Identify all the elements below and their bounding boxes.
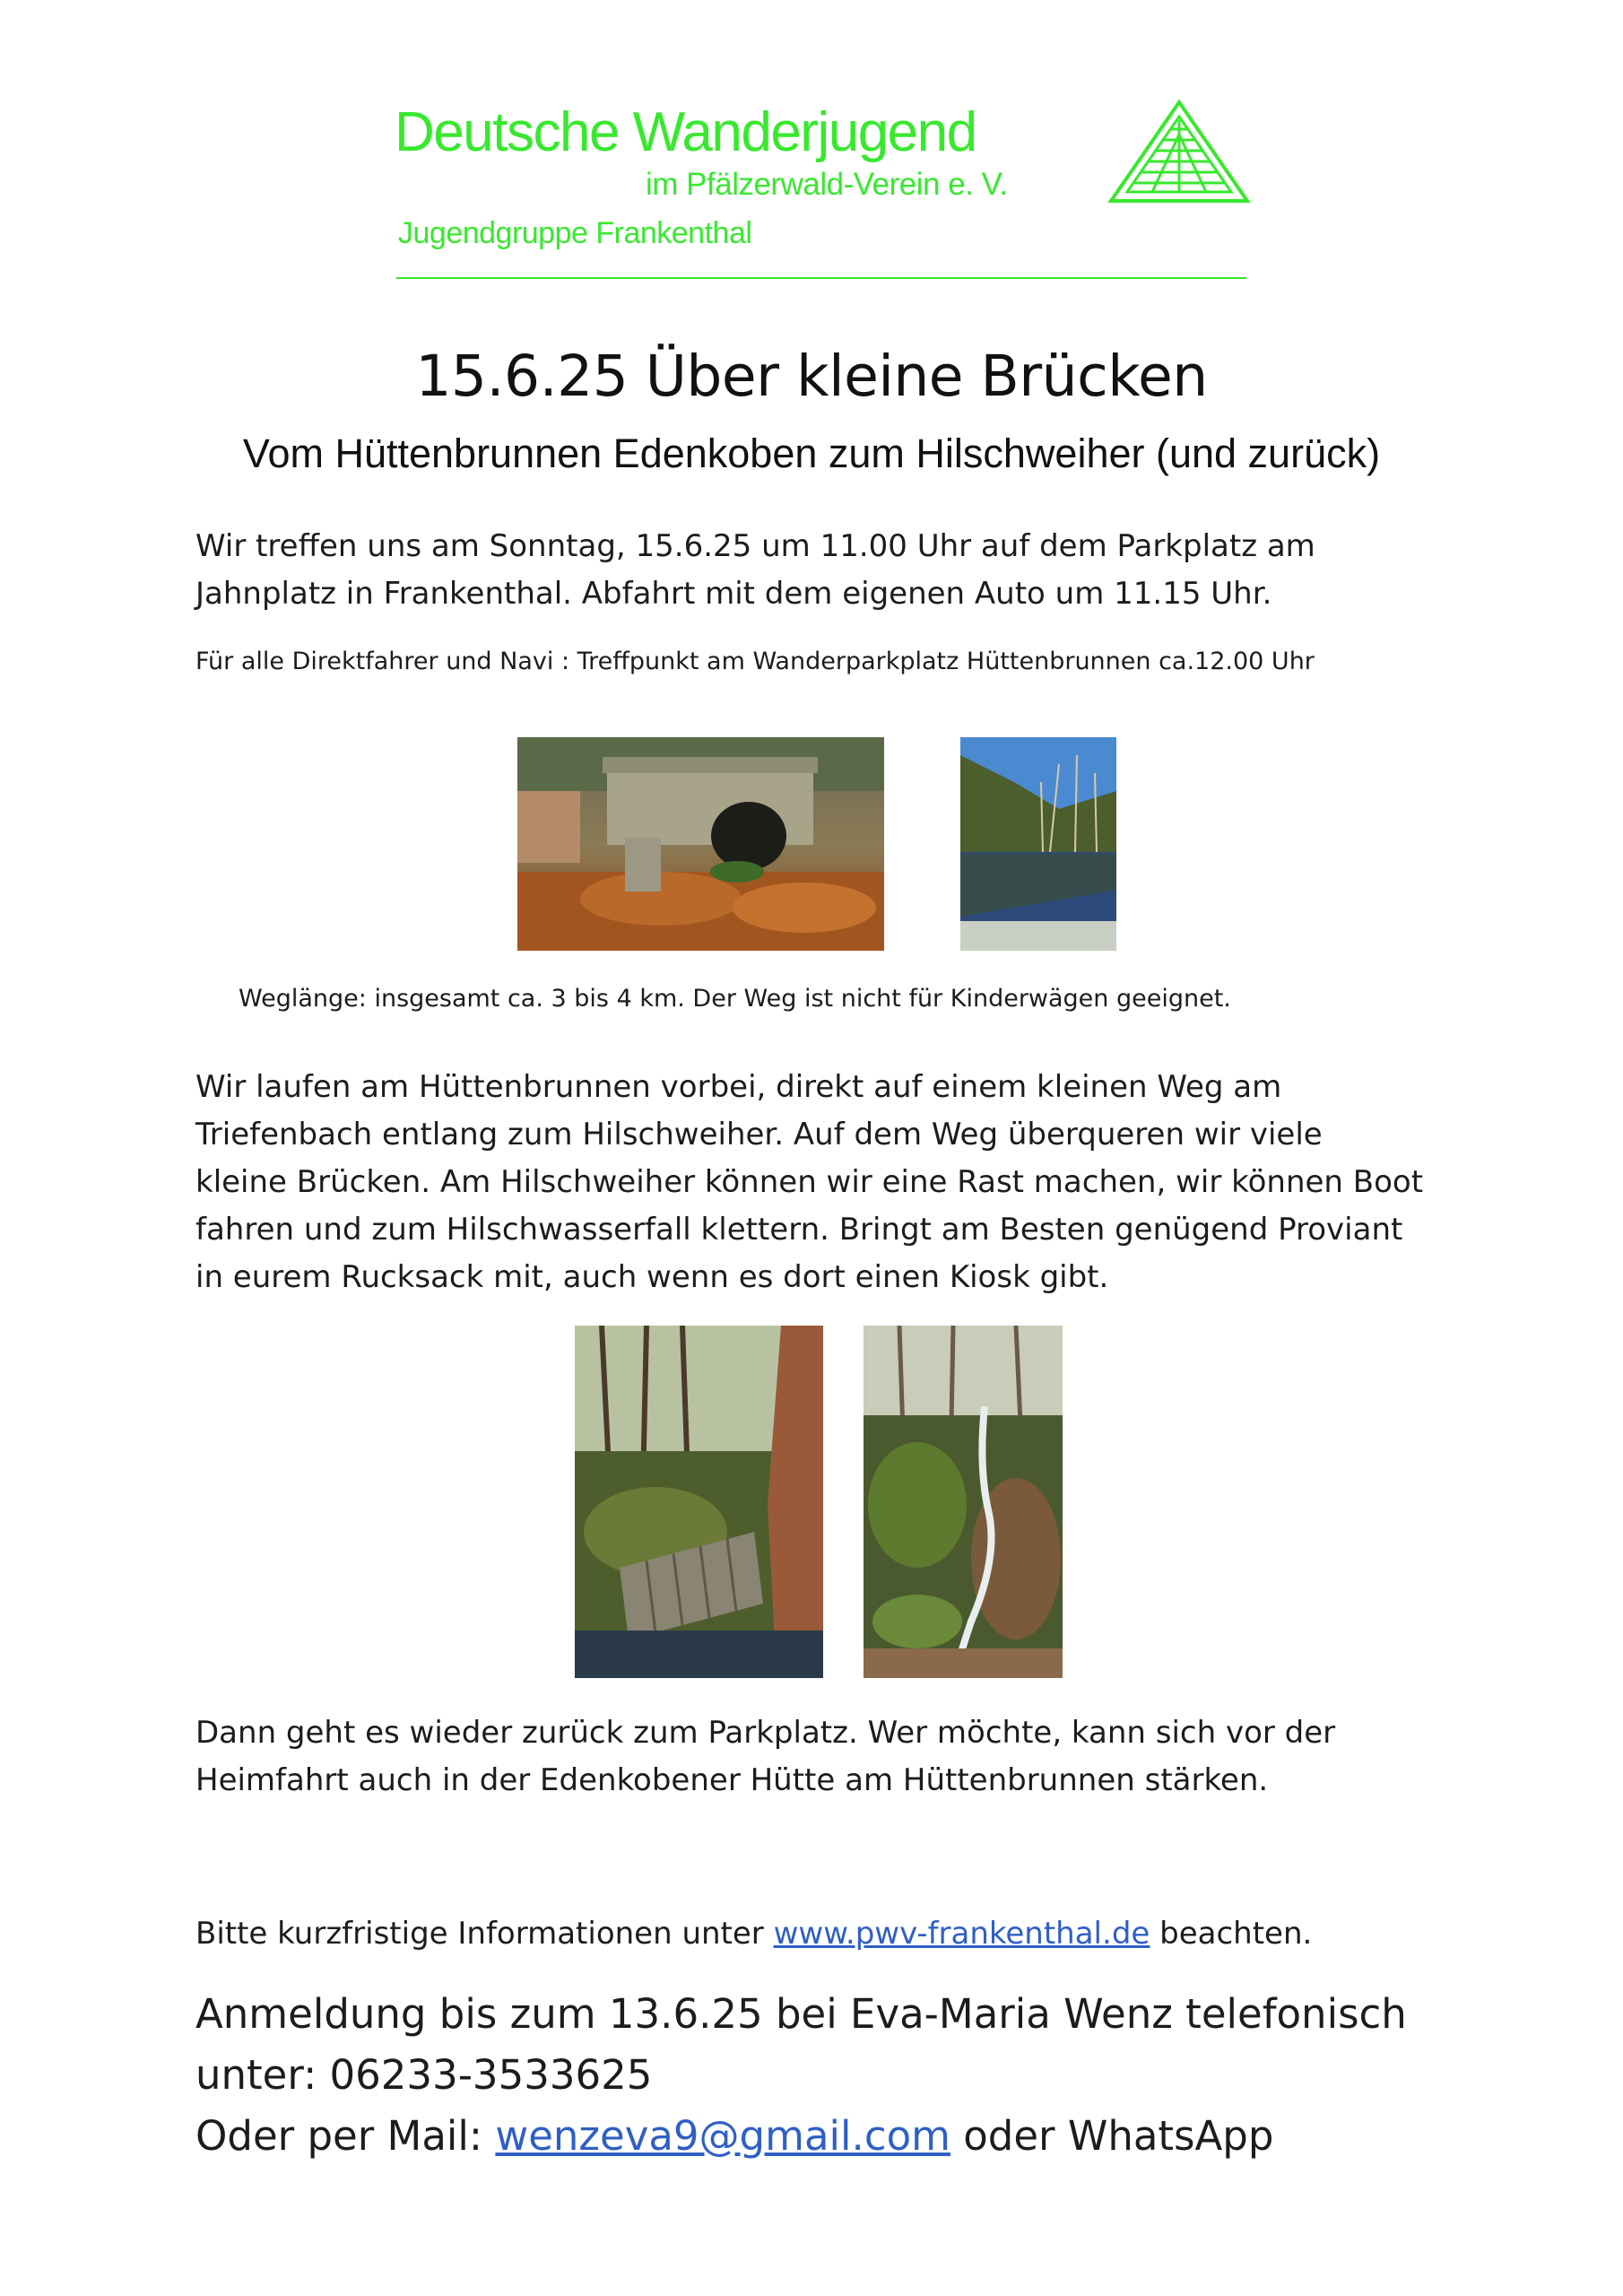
triangle-logo-icon — [1107, 99, 1251, 204]
email-link[interactable]: wenzeva9@gmail.com — [495, 2112, 950, 2160]
route-length: Weglänge: insgesamt ca. 3 bis 4 km. Der Weg ist nicht für Kinderwägen geeignet. — [239, 985, 1231, 1013]
route-line: kleine Brücken. Am Hilschweiher können wir eine Rast machen, wir können Boot — [195, 1164, 1424, 1200]
route-line: in eurem Rucksack mit, auch wenn es dort einen Kiosk gibt. — [195, 1259, 1109, 1295]
info-suffix: beachten. — [1150, 1916, 1313, 1952]
pond-photo — [960, 737, 1116, 951]
bridge-tunnel-photo — [517, 737, 884, 951]
org-name: Deutsche Wanderjugend — [395, 101, 976, 163]
meeting-line: Wir treffen uns am Sonntag, 15.6.25 um 11.00 Uhr auf dem Parkplatz am — [195, 528, 1315, 564]
info-line — [195, 1910, 1312, 1958]
return-line: Dann geht es wieder zurück zum Parkplatz. Wer möchte, kann sich vor der — [195, 1715, 1336, 1751]
org-group: Jugendgruppe Frankenthal — [398, 216, 752, 250]
meeting-text — [195, 523, 1315, 618]
route-line: fahren und zum Hilschwasserfall klettern. Bringt am Besten genügend Proviant — [195, 1212, 1403, 1248]
meeting-line: Jahnplatz in Frankenthal. Abfahrt mit dem eigenen Auto um 11.15 Uhr. — [195, 576, 1272, 612]
registration-phone: unter: 06233-3533625 — [195, 2051, 653, 2099]
return-text — [195, 1709, 1335, 1805]
registration-line: Anmeldung bis zum 13.6.25 bei Eva-Maria Wenz telefonisch — [195, 1990, 1407, 2038]
route-line: Triefenbach entlang zum Hilschweiher. Auf dem Weg überqueren wir viele — [195, 1117, 1323, 1152]
event-subtitle: Vom Hüttenbrunnen Edenkoben zum Hilschweiher (und zurück) — [242, 430, 1381, 476]
website-link[interactable]: www.pwv-frankenthal.de — [773, 1916, 1150, 1952]
route-line: Wir laufen am Hüttenbrunnen vorbei, direkt auf einem kleinen Weg am — [195, 1069, 1282, 1105]
info-prefix: Bitte kurzfristige Informationen unter — [195, 1916, 774, 1952]
route-description — [195, 1064, 1423, 1301]
direct-drivers-note: Für alle Direktfahrer und Navi : Treffpunkt am Wanderparkplatz Hüttenbrunnen ca.12.00 Uhr — [195, 648, 1315, 675]
waterfall-photo — [864, 1326, 1063, 1678]
wooden-bridge-photo — [575, 1326, 823, 1678]
org-subname: im Pfälzerwald-Verein e. V. — [646, 167, 1008, 202]
event-title: 15.6.25 Über kleine Brücken — [415, 344, 1208, 409]
mail-prefix: Oder per Mail: — [195, 2112, 496, 2160]
return-line: Heimfahrt auch in der Edenkobener Hütte am Hüttenbrunnen stärken. — [195, 1762, 1269, 1798]
registration — [195, 1984, 1407, 2167]
registration-mail-line — [195, 2106, 1407, 2167]
header-divider — [396, 277, 1246, 279]
mail-suffix: oder WhatsApp — [950, 2112, 1274, 2160]
